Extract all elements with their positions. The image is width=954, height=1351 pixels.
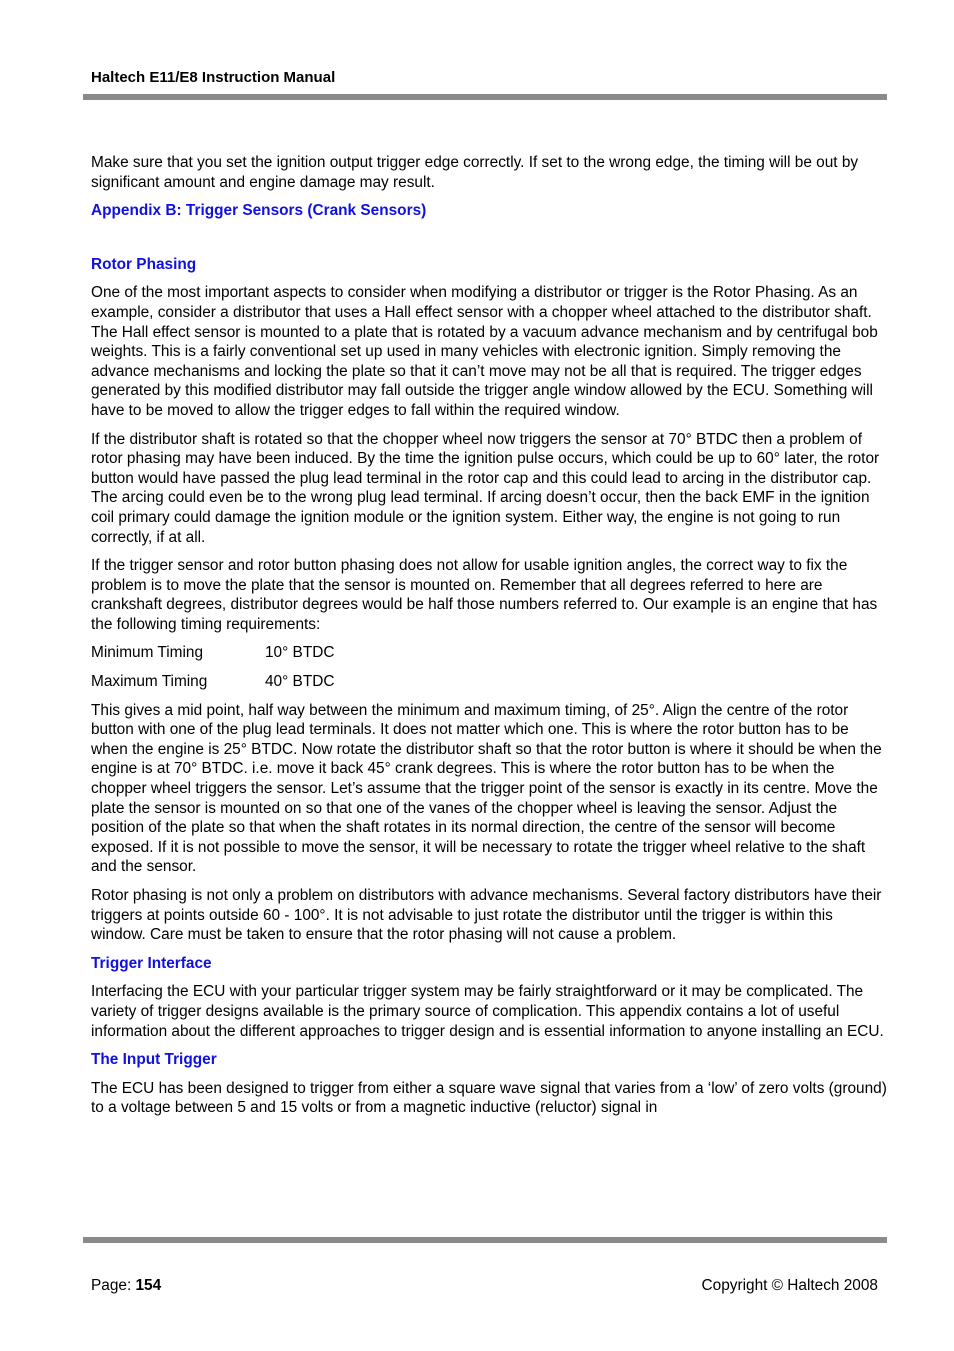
rotor-phasing-paragraph-5: Rotor phasing is not only a problem on distributors with advance mechanisms. Several factory distributors have their triggers at points outside 60 - 100°. It is not advisable to just rotate the distributor until the trigger is within this window. Care must be taken to ensure that the rotor phasing will not cause a problem. (91, 887, 882, 944)
page-content (91, 153, 888, 1127)
intro-paragraph: Make sure that you set the ignition output trigger edge correctly. If set to the wrong edge, the timing will be out by significant amount and engine damage may result. (91, 154, 859, 191)
rotor-phasing-heading: Rotor Phasing (91, 255, 197, 273)
header-divider (83, 94, 887, 100)
page-label: Page: (91, 1277, 136, 1294)
maximum-timing-row (91, 672, 888, 692)
rotor-phasing-paragraph-2: If the distributor shaft is rotated so that the chopper wheel now triggers the sensor at 70° BTDC then a problem of rotor phasing may have been induced. By the time the ignition pulse occurs, which could be up to 60° later, the rotor button would have passed the plug lead terminal in the rotor cap and this could lead to arcing in the distributor cap. The arcing could even be to the wrong plug lead terminal. If arcing doesn’t occur, then the back EMF in the ignition coil primary could damage the ignition module or the ignition system. Either way, the engine is not going to run correctly, if at all. (91, 430, 880, 546)
page-number-block (91, 1277, 161, 1295)
input-trigger-paragraph: The ECU has been designed to trigger from either a square wave signal that varies from a ‘low’ of zero volts (ground) to a voltage between 5 and 15 volts or from a magnetic inductive (reluctor) signal in (91, 1079, 887, 1117)
maximum-timing-label: Maximum Timing (91, 673, 208, 691)
rotor-phasing-paragraph-3: If the trigger sensor and rotor button phasing does not allow for usable ignition angles, the correct way to fix the problem is to move the plate that the sensor is mounted on. Remember that all degrees referred to here are crankshaft degrees, distributor degrees would be half those numbers referred to. Our example is an engine that has the following timing requirements: (91, 557, 878, 633)
trigger-interface-heading: Trigger Interface (91, 954, 212, 972)
input-trigger-heading: The Input Trigger (91, 1051, 217, 1069)
minimum-timing-label: Minimum Timing (91, 644, 204, 662)
minimum-timing-row (91, 643, 888, 663)
trigger-interface-paragraph: Interfacing the ECU with your particular trigger system may be fairly straightforward or it may be complicated. The variety of trigger designs available is the primary source of complication. This appendix contains a lot of useful information about the different approaches to trigger design and is essential information to anyone installing an ECU. (91, 983, 884, 1040)
maximum-timing-value: 40° BTDC (265, 673, 335, 691)
appendix-heading: Appendix B: Trigger Sensors (Crank Sensors) (91, 202, 427, 220)
page-header-title: Haltech E11/E8 Instruction Manual (91, 69, 336, 86)
rotor-phasing-paragraph-1: One of the most important aspects to consider when modifying a distributor or trigger is the Rotor Phasing. As an example, consider a distributor that uses a Hall effect sensor with a chopper wheel attached to the distributor shaft. The Hall effect sensor is mounted to a plate that is rotated by a vacuum advance mechanism and by centrifugal bob weights. This is a fairly conventional set up used in many vehicles with electronic ignition. Simply removing the advance mechanisms and locking the plate so that it can’t move may not be all that is required. The trigger edges generated by this modified distributor may fall outside the trigger angle window allowed by the ECU. Something will have to be moved to allow the trigger edges to fall within the required window. (91, 284, 878, 419)
page-footer (91, 1277, 878, 1295)
rotor-phasing-paragraph-4: This gives a mid point, half way between the minimum and maximum timing, of 25°. Align the centre of the rotor button with one of the plug lead terminals. It does not matter which one. This is where the rotor button has to be when the engine is 25° BTDC. Now rotate the distributor shaft so that the rotor button is where it should be when the engine is at 70° BTDC. i.e. move it back 45° crank degrees. This is where the rotor button has to be when the chopper wheel triggers the sensor. Let’s assume that the trigger point of the sensor is exactly in its centre. Move the plate the sensor is mounted on so that one of the vanes of the chopper wheel is leaving the sensor. Adjust the position of the plate so that when the shaft rotates in its normal direction, the centre of the sensor will become exposed. If it is not possible to move the sensor, it will be necessary to rotate the trigger wheel relative to the shaft and the sensor. (91, 701, 882, 876)
copyright-notice: Copyright © Haltech 2008 (701, 1277, 878, 1294)
minimum-timing-value: 10° BTDC (265, 644, 335, 662)
footer-divider (83, 1237, 887, 1243)
page-number: 154 (135, 1277, 162, 1294)
